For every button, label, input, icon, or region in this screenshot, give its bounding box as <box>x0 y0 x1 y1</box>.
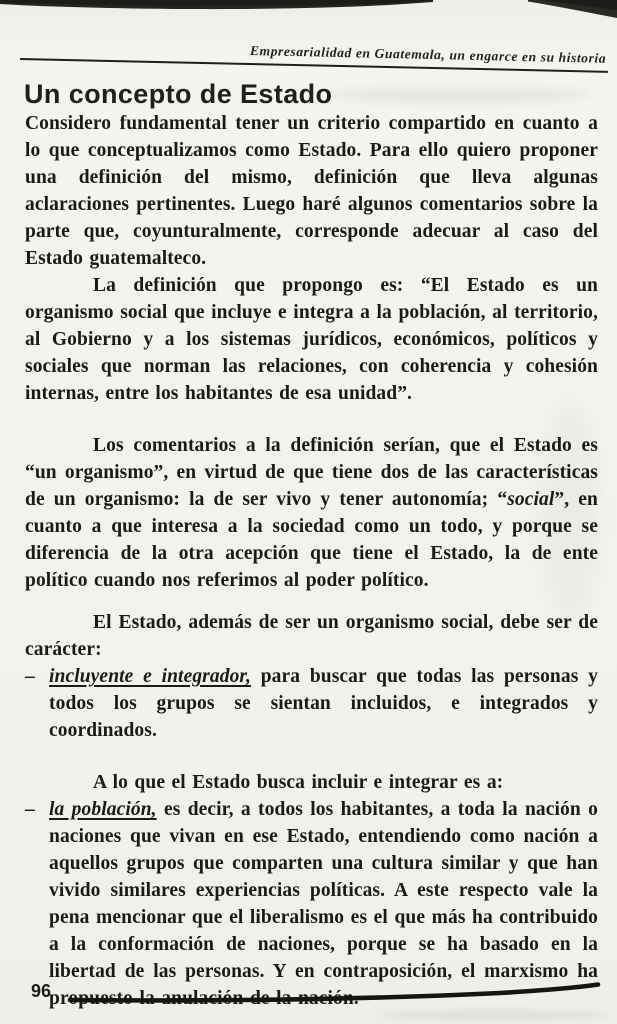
text-segment: A lo que el Estado busca incluir e integrar es a: <box>93 772 504 793</box>
bullet-dash: – <box>25 666 35 687</box>
text-segment: ”, en cuanto a que interesa a la sociedad como un todo, y porque se diferencia de la otra acepción que tiene el Estado, la de ente político cuando nos referimos al poder político. <box>25 489 599 591</box>
paragraph <box>25 432 598 594</box>
page-header <box>20 38 608 73</box>
page-number: 96 <box>31 981 52 1001</box>
text-segment: El Estado, además de ser un organismo social, debe ser de carácter: <box>25 612 598 660</box>
paragraph <box>25 609 598 663</box>
page-body <box>25 110 598 1012</box>
page-title: Un concepto de Estado <box>24 79 333 109</box>
paragraph <box>25 769 598 796</box>
bullet-item <box>25 663 598 744</box>
footer-rule <box>0 978 617 1010</box>
scan-smudge <box>330 86 590 104</box>
paragraph <box>25 110 598 272</box>
text-segment: social <box>507 489 555 510</box>
paragraph <box>25 272 598 407</box>
text-segment: es decir, a todos los habitantes, a toda la nación o naciones que vivan en ese Estado, entendiendo como nación a aquellos grupos que comparten una cultura similar y que han vivido similares experiencias políticas. A este respecto vale la pena mencionar que el liberalismo es el que más ha contribuido a la conformación de naciones, porque se ha basado en la libertad de las personas. Y en contraposición, el marxismo ha propuesto la anulación de la nación. <box>49 799 598 1009</box>
scan-artifact-top-edge <box>0 0 617 30</box>
running-header-book-title: Empresarialidad en Guatemala, un engarce en su historia <box>249 43 607 66</box>
text-segment: Considero fundamental tener un criterio compartido en cuanto a lo que conceptualizamos como Estado. Para ello quiero proponer una definición del mismo, definición que lleva algunas aclaraciones pertinentes. Luego haré algunos comentarios sobre la parte que, coyunturalmente, corresponde adecuar al caso del Estado guatemalteco. <box>25 113 598 269</box>
text-segment: Los comentarios a la definición serían, que el Estado es “un organismo”, en virtud de que tiene dos de las características de un organismo: la de ser vivo y tener autonomía; “ <box>25 435 598 510</box>
text-segment: la población, <box>49 799 157 820</box>
text-segment: incluyente e integrador, <box>49 666 252 687</box>
text-segment: para buscar que todas las personas y todos los grupos se sientan incluidos, e integrados y coordinados. <box>49 666 598 741</box>
text-segment: La definición que propongo es: “El Estado es un organismo social que incluye e integra a la población, al territorio, al Gobierno y a los sistemas jurídicos, económicos, políticos y sociales que norman las relaciones, con coherencia y cohesión internas, entre los habitantes de esa unidad”. <box>25 275 598 404</box>
bullet-dash: – <box>25 799 35 820</box>
